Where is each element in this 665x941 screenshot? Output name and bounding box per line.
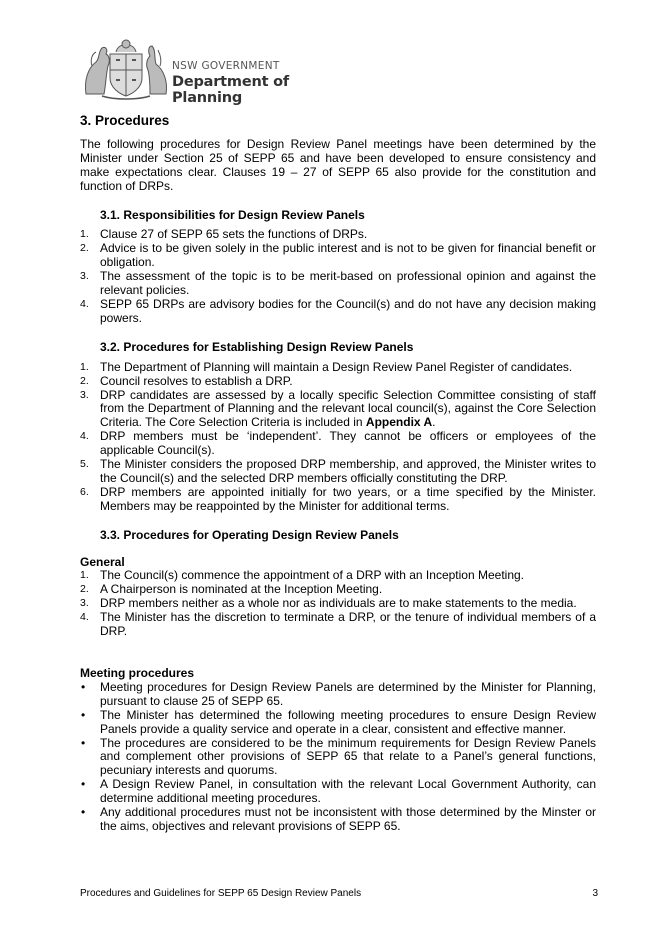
page-footer [80,888,598,899]
subsection-title-establishing: 3.2. Procedures for Establishing Design Review Panels [100,339,414,354]
list-item: • Any additional procedures must not be inconsistent with those determined by the Minster or the aims, objectives and relevant provisions of SEPP 65. [81,805,596,833]
bullet-icon: • [81,805,86,820]
list-item: 5. The Minister considers the proposed DRP membership, and approved, the Minister writes to the Council(s) and the selected DRP members officially constituting the DRP. [80,457,596,485]
bullet-icon: • [81,679,86,694]
section-title: 3. Procedures [80,113,170,128]
nsw-coat-of-arms-icon [80,36,172,100]
list-item: • The procedures are considered to be the minimum requirements for Design Review Panels and complement other provisions of SEPP 65 that relate to a Panel’s general functions, pecuniary interests and quorums. [81,735,596,778]
government-label: NSW GOVERNMENT [172,60,280,72]
establishing-list [80,361,596,514]
subsection-title-responsibilities: 3.1. Responsibilities for Design Review Panels [100,207,365,222]
list-item: 3. The assessment of the topic is to be merit-based on professional opinion and against the relevant policies. [80,269,596,298]
department-name: Department of Planning [172,74,290,106]
list-item: 4. The Minister has the discretion to terminate a DRP, or the tenure of individual members of a DRP. [80,610,596,639]
footer-document-title: Procedures and Guidelines for SEPP 65 Design Review Panels [80,888,362,899]
meeting-procedures-list [80,681,596,834]
general-list [80,569,596,639]
list-item: 1. Clause 27 of SEPP 65 sets the functions of DRPs. [80,227,368,242]
list-item: 4. SEPP 65 DRPs are advisory bodies for the Council(s) and do not have any decision making powers. [80,296,596,325]
page-number: 3 [592,888,598,899]
bullet-icon: • [81,707,86,722]
list-item: 2. A Chairperson is nominated at the Inception Meeting. [80,582,383,597]
section-intro: The following procedures for Design Review Panel meetings have been determined by the Minister under Section 25 of SEPP 65 and have been developed to ensure consistency and make expectations clear. Clauses 19 – 27 of SEPP 65 also provide for the constitution and function of DRPs. [80,136,596,193]
list-item: 2. Advice is to be given solely in the public interest and is not to be given for financial benefit or obligation. [80,241,596,270]
list-item: 1. The Department of Planning will maintain a Design Review Panel Register of candidates. [80,359,573,374]
bullet-icon: • [81,735,86,750]
page-header [80,36,340,106]
list-item: 6. DRP members are appointed initially for two years, or a time specified by the Minister. Members may be reappointed by the Minister for additional terms. [80,484,596,513]
responsibilities-list [80,228,596,325]
list-item: • The Minister has determined the following meeting procedures to ensure Design Review Panels provide a quality service and operate in a clear, consistent and effective manner. [81,707,596,736]
bullet-icon: • [81,777,86,792]
general-heading: General [80,554,125,569]
subsection-title-operating: 3.3. Procedures for Operating Design Review Panels [100,527,399,542]
appendix-reference: Appendix A [365,415,433,430]
list-item: 4. DRP members must be ‘independent’. They cannot be officers or employees of the applicable Council(s). [80,429,596,458]
list-item: 1. The Council(s) commence the appointment of a DRP with an Inception Meeting. [80,568,524,583]
list-item: 3. DRP members neither as a whole nor as individuals are to make statements to the media. [80,596,577,611]
list-item: • A Design Review Panel, in consultation with the relevant Local Government Authority, can determine additional meeting procedures. [81,777,596,806]
list-item: • Meeting procedures for Design Review Panels are determined by the Minister for Planning, pursuant to clause 25 of SEPP 65. [81,679,596,708]
list-item: 3. DRP candidates are assessed by a locally specific Selection Committee consisting of staff from the Department of Planning and the relevant local council(s), against the Core Selection Criteria. The Core Selection Criteria is included in Appendix A. [80,387,596,430]
list-item: 2. Council resolves to establish a DRP. [80,373,293,388]
meeting-procedures-heading: Meeting procedures [80,666,195,680]
document-body [80,114,596,834]
